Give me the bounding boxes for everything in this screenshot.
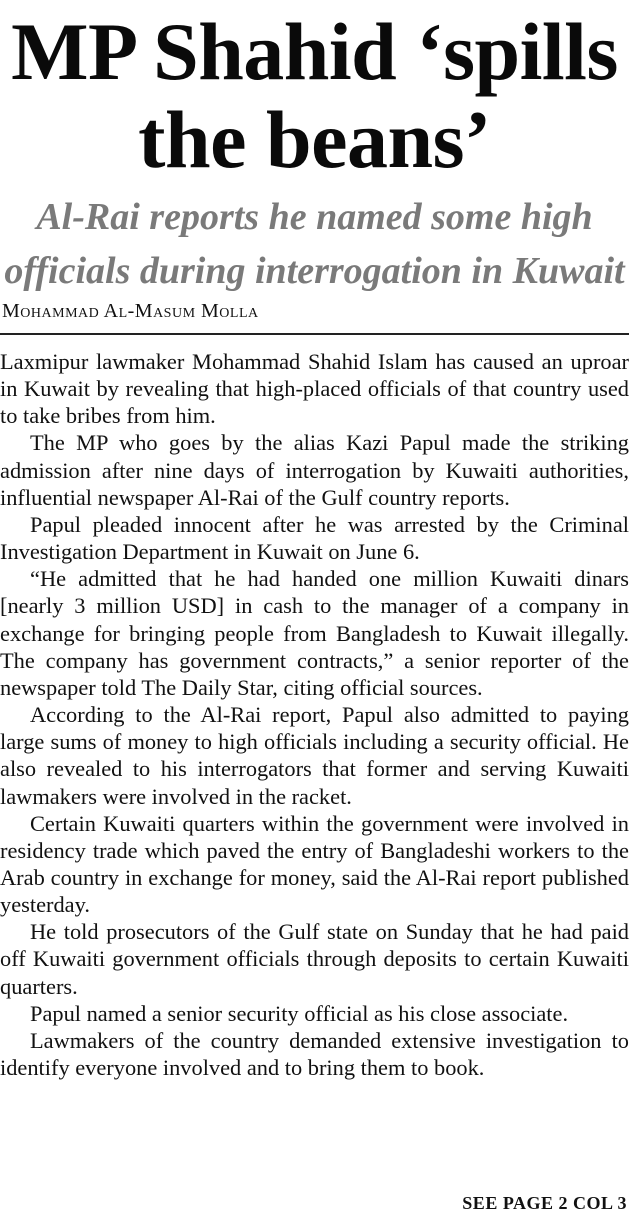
subheadline-line-2: officials during interrogation in Kuwait: [4, 250, 625, 292]
article-paragraph-5: According to the Al-Rai report, Papul also admitted to paying large sums of money to high officials including a security official. He also revealed to his interrogators that former and serving Kuwaiti lawmakers were involved in the racket.: [0, 702, 629, 809]
article-paragraph-7: He told prosecutors of the Gulf state on Sunday that he had paid off Kuwaiti government officials through deposits to certain Kuwaiti quarters.: [0, 919, 629, 999]
subheadline: [0, 190, 629, 298]
headline: [0, 8, 629, 184]
headline-line-2: the beans’: [138, 94, 491, 185]
byline-divider: [0, 333, 629, 335]
article-paragraph-6: Certain Kuwaiti quarters within the government were involved in residency trade which paved the entry of Bangladeshi workers to the Arab country in exchange for money, said the Al-Rai report published yesterday.: [0, 810, 629, 918]
article-paragraph-2: The MP who goes by the alias Kazi Papul made the striking admission after nine days of interrogation by Kuwaiti authorities, influential newspaper Al-Rai of the Gulf country reports.: [0, 430, 629, 510]
article-paragraph-1: Laxmipur lawmaker Mohammad Shahid Islam has caused an uproar in Kuwait by revealing that high-placed officials of that country used to take bribes from him.: [0, 349, 629, 429]
article-paragraph-3: Papul pleaded innocent after he was arrested by the Criminal Investigation Department in Kuwait on June 6.: [0, 511, 629, 565]
article-paragraph-4: “He admitted that he had handed one million Kuwaiti dinars [nearly 3 million USD] in cash to the manager of a company in exchange for bringing people from Bangladesh to Kuwait illegally. The company has government contracts,” a senior reporter of the newspaper told The Daily Star, citing official sources.: [0, 566, 629, 700]
article-paragraph-8: Papul named a senior security official as his close associate.: [30, 1000, 569, 1026]
subheadline-line-1: Al-Rai reports he named some high: [36, 196, 593, 238]
article-paragraph-9: Lawmakers of the country demanded extensive investigation to identify everyone involved and to bring them to book.: [0, 1027, 629, 1081]
byline: Mohammad Al-Masum Molla: [2, 300, 259, 322]
headline-line-1: MP Shahid ‘spills: [11, 6, 618, 97]
article-body: [0, 348, 629, 1081]
continued-on-page-link[interactable]: SEE PAGE 2 COL 3: [462, 1193, 627, 1213]
